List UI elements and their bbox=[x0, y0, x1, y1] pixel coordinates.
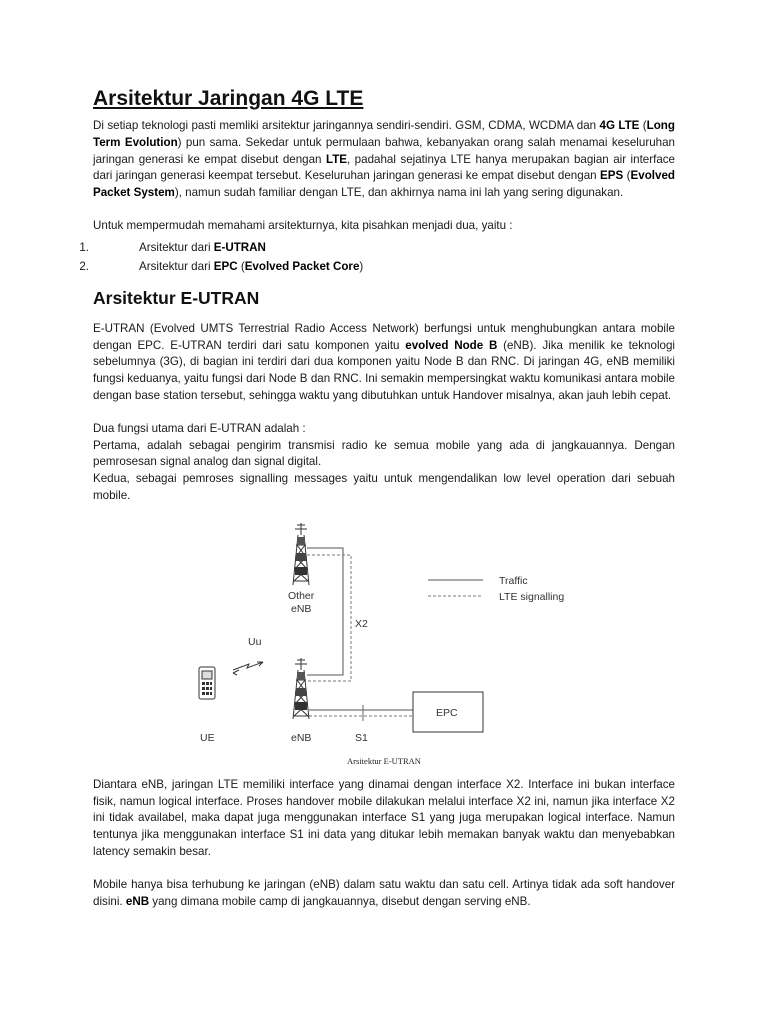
list-paren: ) bbox=[359, 259, 364, 273]
list-prefix: Arsitektur dari bbox=[139, 240, 214, 254]
handover-bold-enb: eNB bbox=[125, 894, 150, 908]
functions-heading: Dua fungsi utama dari E-UTRAN adalah : bbox=[93, 421, 306, 435]
list-text bbox=[139, 238, 266, 257]
intro-text: ( bbox=[639, 119, 647, 132]
functions-second: Kedua, sebagai pemroses signalling messages yaitu untuk mengendalikan low level operation dari sebuah mobile. bbox=[93, 472, 675, 502]
radio-link-arrow-icon bbox=[233, 670, 239, 675]
handover-text: Mobile hanya bisa terhubung ke jaringan (eNB) dalam satu waktu dan satu cell. Artinya tidak ada soft handover disini. bbox=[93, 877, 675, 908]
list-item bbox=[79, 238, 675, 257]
enb-label: eNB bbox=[291, 731, 312, 744]
legend-signalling-label: LTE signalling bbox=[499, 590, 565, 603]
intro-bold-lte: LTE bbox=[325, 152, 348, 166]
ue-label: UE bbox=[200, 731, 215, 744]
intro-text: ( bbox=[623, 169, 631, 183]
intro-text: ) pun sama. Sekedar untuk permulaan bahwa, kebanyakan orang salah menamai keseluruhan jaringan generasi ke empat disebut dengan bbox=[93, 135, 675, 166]
handover-text: yang dimana mobile camp di jangkauannya, disebut dengan serving eNB. bbox=[149, 894, 531, 908]
page-title: Arsitektur Jaringan 4G LTE bbox=[93, 87, 364, 110]
x2-paragraph: Diantara eNB, jaringan LTE memiliki interface yang dinamai dengan interface X2. Interface ini bukan interface fisik, namun logical interface. Proses handover mobile dilakukan melalui interface X2 ini, namun jika interface X2 ini tidak availabel, maka dapat juga menggunakan interface S1 yang juga merupakan logical interface. Namun tentunya jika menggunakan interface S1 ini data yang ditukar lebih memakan banyak waktu dan menyebabkan latency semakin besar. bbox=[93, 777, 675, 858]
uu-label: Uu bbox=[248, 635, 262, 648]
intro-bold-long-term-evolution: Long Term Evolution bbox=[93, 119, 675, 149]
eutran-text: E-UTRAN (Evolved UMTS Terrestrial Radio Access Network) berfungsi untuk menghubungkan antara mobile dengan EPC. E-UTRAN terdiri dari satu komponen yaitu bbox=[93, 321, 675, 352]
epc-label: EPC bbox=[436, 706, 458, 719]
eutran-paragraph bbox=[93, 321, 675, 405]
x2-traffic-line bbox=[307, 548, 343, 675]
s1-label: S1 bbox=[355, 731, 368, 744]
intro-bold-evolved-packet-system: Evolved Packet System bbox=[93, 169, 675, 200]
diagram-caption: Arsitektur E-UTRAN bbox=[347, 755, 421, 766]
mobile-phone-icon bbox=[199, 667, 215, 699]
radio-link-icon bbox=[233, 662, 263, 670]
legend-traffic-label: Traffic bbox=[499, 574, 528, 587]
section-title: Arsitektur E-UTRAN bbox=[93, 287, 260, 308]
other-enb-tower-icon bbox=[293, 523, 309, 585]
list-prefix: Arsitektur dari bbox=[139, 259, 214, 273]
x2-signalling-line bbox=[307, 555, 351, 681]
architecture-list bbox=[79, 238, 675, 276]
list-item bbox=[79, 257, 675, 276]
document-page bbox=[79, 86, 676, 910]
functions-first: Pertama, adalah sebagai pengirim transmisi radio ke semua mobile yang ada di jangkauannya. Dengan pemrosesan signal analog dan signal digital. bbox=[93, 438, 675, 469]
list-text bbox=[139, 257, 363, 276]
eutran-bold-evolved-node-b: evolved Node B bbox=[405, 338, 498, 352]
split-intro-paragraph: Untuk mempermudah memahami arsitekturnya, kita pisahkan menjadi dua, yaitu : bbox=[93, 218, 513, 232]
intro-text: ), namun sudah familiar dengan LTE, dan akhirnya nama ini lah yang sering digunakan. bbox=[174, 186, 624, 200]
other-enb-label: Other bbox=[288, 589, 315, 602]
list-number: 1. bbox=[79, 240, 89, 254]
list-bold: Evolved Packet Core bbox=[244, 259, 360, 273]
eutran-diagram-svg bbox=[93, 515, 675, 753]
enb-tower-icon bbox=[293, 658, 309, 719]
intro-bold-eps: EPS bbox=[600, 169, 624, 183]
intro-text: , padahal sejatinya LTE hanya merupakan bagian air interface dari jaringan generasi keempat tersebut. Keseluruhan jaringan generasi ke empat disebut dengan bbox=[93, 152, 676, 183]
intro-bold-4g-lte: 4G LTE bbox=[599, 119, 640, 132]
list-number: 2. bbox=[79, 259, 89, 273]
eutran-text: (eNB). Jika menilik ke teknologi sebelumnya (3G), di bagian ini terdiri dari dua komponen yaitu Node B dan RNC. Di jaringan 4G, eNB memiliki fungsi keduanya, yaitu fungsi dari Node B dan RNC. Ini semakin mempersingkat waktu komunikasi antara mobile dengan base station tersebut, sehingga waktu yang dibutuhkan untuk Handover misalnya, akan jauh lebih cepat. bbox=[93, 338, 675, 402]
list-bold: EPC bbox=[213, 259, 238, 273]
intro-text: Di setiap teknologi pasti memliki arsitektur jaringannya sendiri-sendiri. GSM, CDMA, WCDMA dan bbox=[93, 119, 600, 132]
handover-paragraph bbox=[93, 877, 675, 911]
eutran-diagram bbox=[93, 515, 675, 753]
list-bold: E-UTRAN bbox=[213, 240, 266, 254]
other-enb-label: eNB bbox=[291, 602, 312, 615]
intro-paragraph bbox=[93, 118, 675, 202]
list-paren: ( bbox=[237, 259, 245, 273]
x2-label: X2 bbox=[355, 617, 368, 630]
